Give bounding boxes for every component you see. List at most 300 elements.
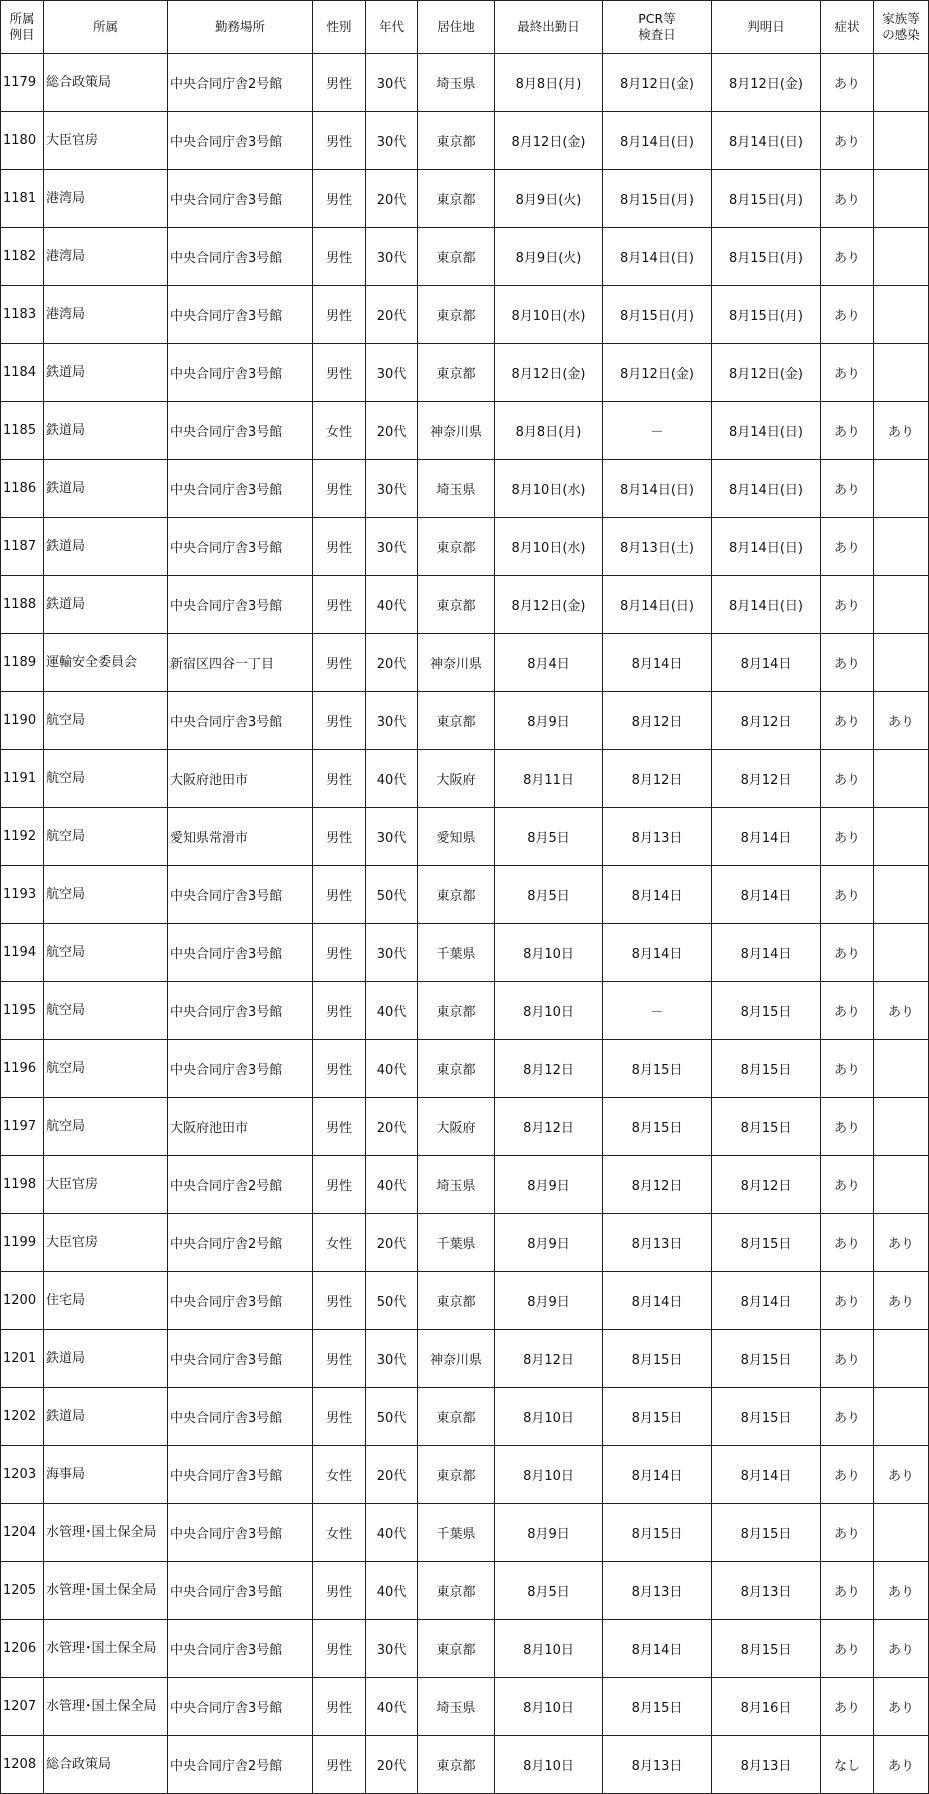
cell-family-infection [874, 170, 929, 228]
cell-workplace: 中央合同庁舎2号館 [168, 1214, 313, 1272]
table-row [1, 112, 929, 170]
cell-last-work-day: 8月5日 [495, 866, 603, 924]
cell-workplace: 中央合同庁舎3号館 [168, 924, 313, 982]
cell-age: 30代 [366, 1620, 418, 1678]
cell-residence: 東京都 [418, 286, 495, 344]
cell-department: 鉄道局 [44, 1388, 168, 1446]
cell-sex: 女性 [313, 402, 366, 460]
cell-age: 20代 [366, 1098, 418, 1156]
table-row [1, 1214, 929, 1272]
cell-residence: 埼玉県 [418, 460, 495, 518]
cell-sex: 男性 [313, 1388, 366, 1446]
cell-department: 水管理･国土保全局 [44, 1620, 168, 1678]
cell-residence: 東京都 [418, 1040, 495, 1098]
cell-case-number: 1189 [1, 634, 44, 692]
cell-age: 30代 [366, 460, 418, 518]
cell-last-work-day: 8月11日 [495, 750, 603, 808]
cell-sex: 男性 [313, 1736, 366, 1794]
cell-workplace: 中央合同庁舎2号館 [168, 1156, 313, 1214]
cell-family-infection [874, 460, 929, 518]
cell-case-number: 1202 [1, 1388, 44, 1446]
cell-symptom: あり [821, 1446, 874, 1504]
cell-pcr-test-date: 8月12日(金) [603, 344, 712, 402]
cell-age: 30代 [366, 54, 418, 112]
cell-case-number: 1199 [1, 1214, 44, 1272]
cell-sex: 男性 [313, 634, 366, 692]
cell-family-infection [874, 1504, 929, 1562]
cell-workplace: 愛知県常滑市 [168, 808, 313, 866]
cell-department: 港湾局 [44, 170, 168, 228]
cell-symptom: あり [821, 634, 874, 692]
cell-confirmed-date: 8月14日(日) [712, 112, 821, 170]
cell-residence: 東京都 [418, 1736, 495, 1794]
cell-pcr-test-date: 8月14日 [603, 1272, 712, 1330]
cell-department: 鉄道局 [44, 460, 168, 518]
cell-sex: 男性 [313, 576, 366, 634]
header-pcr-line2: 検査日 [638, 27, 676, 42]
cell-age: 30代 [366, 228, 418, 286]
cell-department: 鉄道局 [44, 402, 168, 460]
cell-case-number: 1201 [1, 1330, 44, 1388]
cell-age: 20代 [366, 634, 418, 692]
cell-confirmed-date: 8月14日(日) [712, 460, 821, 518]
cell-workplace: 中央合同庁舎3号館 [168, 1504, 313, 1562]
cell-pcr-test-date: 8月15日 [603, 1330, 712, 1388]
cell-sex: 男性 [313, 54, 366, 112]
cell-last-work-day: 8月8日(月) [495, 402, 603, 460]
header-row [1, 1, 929, 54]
cell-workplace: 中央合同庁舎3号館 [168, 112, 313, 170]
cell-last-work-day: 8月12日 [495, 1330, 603, 1388]
cell-department: 航空局 [44, 982, 168, 1040]
cell-workplace: 中央合同庁舎3号館 [168, 866, 313, 924]
cell-pcr-test-date: 8月12日 [603, 1156, 712, 1214]
cell-family-infection [874, 634, 929, 692]
table-row [1, 1678, 929, 1736]
cell-family-infection: あり [874, 1562, 929, 1620]
cell-department: 鉄道局 [44, 518, 168, 576]
cell-confirmed-date: 8月15日(月) [712, 228, 821, 286]
cell-family-infection [874, 1040, 929, 1098]
table-row [1, 1156, 929, 1214]
cell-confirmed-date: 8月15日 [712, 1620, 821, 1678]
cell-workplace: 中央合同庁舎3号館 [168, 1272, 313, 1330]
cell-sex: 男性 [313, 1330, 366, 1388]
cell-case-number: 1180 [1, 112, 44, 170]
cell-family-infection [874, 866, 929, 924]
cell-age: 20代 [366, 286, 418, 344]
cell-sex: 男性 [313, 1620, 366, 1678]
cell-confirmed-date: 8月15日 [712, 1330, 821, 1388]
cell-department: 大臣官房 [44, 1156, 168, 1214]
cell-workplace: 中央合同庁舎2号館 [168, 1736, 313, 1794]
cell-age: 40代 [366, 1562, 418, 1620]
cell-department: 住宅局 [44, 1272, 168, 1330]
cell-pcr-test-date: 8月14日 [603, 1446, 712, 1504]
cell-sex: 男性 [313, 170, 366, 228]
cell-pcr-test-date: 8月13日 [603, 808, 712, 866]
cell-family-infection [874, 228, 929, 286]
table-row [1, 518, 929, 576]
cell-residence: 埼玉県 [418, 1678, 495, 1736]
cell-sex: 男性 [313, 982, 366, 1040]
cell-symptom: あり [821, 1214, 874, 1272]
cell-sex: 女性 [313, 1446, 366, 1504]
cell-confirmed-date: 8月15日(月) [712, 286, 821, 344]
cell-pcr-test-date: 8月15日(月) [603, 170, 712, 228]
cell-age: 30代 [366, 808, 418, 866]
cell-confirmed-date: 8月14日(日) [712, 576, 821, 634]
cell-pcr-test-date: 8月13日 [603, 1214, 712, 1272]
cell-department: 鉄道局 [44, 344, 168, 402]
table-row [1, 1736, 929, 1794]
cell-last-work-day: 8月12日(金) [495, 576, 603, 634]
cell-case-number: 1187 [1, 518, 44, 576]
cell-department: 航空局 [44, 808, 168, 866]
cell-symptom: あり [821, 1388, 874, 1446]
cell-family-infection [874, 924, 929, 982]
cell-sex: 男性 [313, 750, 366, 808]
cell-symptom: あり [821, 170, 874, 228]
cell-case-number: 1185 [1, 402, 44, 460]
cell-age: 40代 [366, 1156, 418, 1214]
cell-last-work-day: 8月10日 [495, 1620, 603, 1678]
cell-age: 20代 [366, 170, 418, 228]
header-department: 所属 [44, 1, 168, 54]
cell-age: 30代 [366, 112, 418, 170]
cell-confirmed-date: 8月15日 [712, 1098, 821, 1156]
header-pcr-line1: PCR等 [638, 11, 676, 26]
cell-pcr-test-date: 8月15日 [603, 1040, 712, 1098]
cell-residence: 東京都 [418, 692, 495, 750]
cell-department: 海事局 [44, 1446, 168, 1504]
cell-pcr-test-date: 8月12日(金) [603, 54, 712, 112]
table-row [1, 634, 929, 692]
cell-last-work-day: 8月4日 [495, 634, 603, 692]
cell-age: 30代 [366, 924, 418, 982]
cell-workplace: 中央合同庁舎3号館 [168, 286, 313, 344]
cell-family-infection: あり [874, 1214, 929, 1272]
cell-sex: 男性 [313, 460, 366, 518]
cell-symptom: あり [821, 1098, 874, 1156]
cell-sex: 男性 [313, 1562, 366, 1620]
cell-family-infection [874, 1098, 929, 1156]
cell-case-number: 1184 [1, 344, 44, 402]
cell-residence: 大阪府 [418, 750, 495, 808]
header-symptom: 症状 [821, 1, 874, 54]
cell-confirmed-date: 8月15日 [712, 982, 821, 1040]
cell-case-number: 1188 [1, 576, 44, 634]
cell-sex: 男性 [313, 228, 366, 286]
table-row [1, 402, 929, 460]
cell-pcr-test-date: 8月14日 [603, 634, 712, 692]
cell-sex: 男性 [313, 808, 366, 866]
cell-age: 30代 [366, 518, 418, 576]
cell-workplace: 中央合同庁舎3号館 [168, 518, 313, 576]
cell-residence: 東京都 [418, 170, 495, 228]
cell-department: 総合政策局 [44, 1736, 168, 1794]
cell-department: 大臣官房 [44, 1214, 168, 1272]
cell-case-number: 1203 [1, 1446, 44, 1504]
cell-symptom: あり [821, 576, 874, 634]
cell-department: 航空局 [44, 750, 168, 808]
cell-confirmed-date: 8月13日 [712, 1562, 821, 1620]
cell-confirmed-date: 8月14日 [712, 1446, 821, 1504]
cell-last-work-day: 8月9日 [495, 692, 603, 750]
cell-case-number: 1192 [1, 808, 44, 866]
cell-family-infection [874, 112, 929, 170]
cell-workplace: 中央合同庁舎3号館 [168, 576, 313, 634]
cell-sex: 女性 [313, 1504, 366, 1562]
cell-residence: 埼玉県 [418, 54, 495, 112]
cell-last-work-day: 8月12日(金) [495, 112, 603, 170]
cell-residence: 千葉県 [418, 924, 495, 982]
cell-case-number: 1205 [1, 1562, 44, 1620]
cell-workplace: 中央合同庁舎3号館 [168, 1678, 313, 1736]
cell-case-number: 1182 [1, 228, 44, 286]
cell-symptom: あり [821, 1620, 874, 1678]
cell-symptom: あり [821, 866, 874, 924]
cell-symptom: あり [821, 286, 874, 344]
cell-symptom: なし [821, 1736, 874, 1794]
cell-sex: 男性 [313, 286, 366, 344]
cell-case-number: 1190 [1, 692, 44, 750]
cell-residence: 東京都 [418, 1620, 495, 1678]
cell-sex: 男性 [313, 866, 366, 924]
cell-residence: 東京都 [418, 1272, 495, 1330]
cell-case-number: 1193 [1, 866, 44, 924]
header-last-work-day: 最終出勤日 [495, 1, 603, 54]
cell-sex: 男性 [313, 1678, 366, 1736]
cell-pcr-test-date: 8月14日(日) [603, 460, 712, 518]
cell-symptom: あり [821, 808, 874, 866]
cell-pcr-test-date: 8月13日 [603, 1562, 712, 1620]
cell-symptom: あり [821, 1156, 874, 1214]
cell-symptom: あり [821, 924, 874, 982]
cell-residence: 埼玉県 [418, 1156, 495, 1214]
cell-case-number: 1179 [1, 54, 44, 112]
cell-family-infection [874, 518, 929, 576]
table-row [1, 344, 929, 402]
cell-age: 50代 [366, 1388, 418, 1446]
cell-workplace: 中央合同庁舎3号館 [168, 1620, 313, 1678]
cell-confirmed-date: 8月12日(金) [712, 54, 821, 112]
cell-age: 30代 [366, 1330, 418, 1388]
cell-sex: 男性 [313, 112, 366, 170]
cell-symptom: あり [821, 1678, 874, 1736]
cell-confirmed-date: 8月14日 [712, 808, 821, 866]
table-body [1, 54, 929, 1794]
cell-family-infection [874, 1388, 929, 1446]
cell-symptom: あり [821, 1504, 874, 1562]
cell-last-work-day: 8月12日 [495, 1040, 603, 1098]
cell-age: 30代 [366, 692, 418, 750]
cell-pcr-test-date: 8月13日(土) [603, 518, 712, 576]
cell-confirmed-date: 8月15日(月) [712, 170, 821, 228]
table-row [1, 1272, 929, 1330]
cell-confirmed-date: 8月14日(日) [712, 402, 821, 460]
header-family-line2: の感染 [882, 27, 920, 42]
cell-symptom: あり [821, 1562, 874, 1620]
cell-residence: 東京都 [418, 344, 495, 402]
cell-residence: 神奈川県 [418, 402, 495, 460]
table-row [1, 1620, 929, 1678]
cell-family-infection [874, 576, 929, 634]
cell-family-infection: あり [874, 402, 929, 460]
cell-sex: 男性 [313, 1156, 366, 1214]
cell-confirmed-date: 8月12日 [712, 750, 821, 808]
header-case-number [1, 1, 44, 54]
cell-confirmed-date: 8月15日 [712, 1504, 821, 1562]
cell-residence: 大阪府 [418, 1098, 495, 1156]
cell-pcr-test-date: 8月15日 [603, 1388, 712, 1446]
cell-sex: 男性 [313, 518, 366, 576]
cell-last-work-day: 8月9日(火) [495, 228, 603, 286]
table-row [1, 1562, 929, 1620]
cell-family-infection: あり [874, 1736, 929, 1794]
cell-last-work-day: 8月12日(金) [495, 344, 603, 402]
header-case-number-line1: 所属 [9, 11, 35, 26]
cell-symptom: あり [821, 1330, 874, 1388]
cell-last-work-day: 8月9日 [495, 1272, 603, 1330]
cell-case-number: 1186 [1, 460, 44, 518]
cell-residence: 神奈川県 [418, 1330, 495, 1388]
cell-workplace: 中央合同庁舎3号館 [168, 170, 313, 228]
cell-last-work-day: 8月10日 [495, 982, 603, 1040]
cell-age: 30代 [366, 344, 418, 402]
cell-department: 鉄道局 [44, 576, 168, 634]
cell-department: 大臣官房 [44, 112, 168, 170]
header-sex: 性別 [313, 1, 366, 54]
cell-workplace: 中央合同庁舎3号館 [168, 692, 313, 750]
cell-family-infection [874, 286, 929, 344]
cell-confirmed-date: 8月16日 [712, 1678, 821, 1736]
cell-workplace: 中央合同庁舎3号館 [168, 1330, 313, 1388]
table-row [1, 1040, 929, 1098]
cell-symptom: あり [821, 402, 874, 460]
cell-confirmed-date: 8月14日 [712, 924, 821, 982]
cell-pcr-test-date: 8月15日 [603, 1098, 712, 1156]
cell-workplace: 中央合同庁舎3号館 [168, 1562, 313, 1620]
cell-pcr-test-date: － [603, 982, 712, 1040]
cell-confirmed-date: 8月12日 [712, 692, 821, 750]
cell-residence: 東京都 [418, 228, 495, 286]
cell-last-work-day: 8月9日 [495, 1156, 603, 1214]
cell-residence: 東京都 [418, 112, 495, 170]
cell-sex: 男性 [313, 344, 366, 402]
table-row [1, 170, 929, 228]
cell-workplace: 新宿区四谷一丁目 [168, 634, 313, 692]
cell-workplace: 中央合同庁舎3号館 [168, 982, 313, 1040]
cell-case-number: 1194 [1, 924, 44, 982]
cell-symptom: あり [821, 750, 874, 808]
cell-symptom: あり [821, 518, 874, 576]
table-row [1, 576, 929, 634]
cell-age: 50代 [366, 866, 418, 924]
cell-confirmed-date: 8月15日 [712, 1040, 821, 1098]
cell-case-number: 1204 [1, 1504, 44, 1562]
cell-age: 40代 [366, 1678, 418, 1736]
cell-case-number: 1207 [1, 1678, 44, 1736]
cell-confirmed-date: 8月14日 [712, 634, 821, 692]
cell-department: 航空局 [44, 866, 168, 924]
table-row [1, 1388, 929, 1446]
cell-age: 20代 [366, 1736, 418, 1794]
cell-case-number: 1195 [1, 982, 44, 1040]
cell-residence: 愛知県 [418, 808, 495, 866]
header-family-line1: 家族等 [882, 11, 920, 26]
cell-pcr-test-date: － [603, 402, 712, 460]
cell-last-work-day: 8月10日 [495, 1678, 603, 1736]
cell-workplace: 中央合同庁舎3号館 [168, 402, 313, 460]
cell-department: 水管理･国土保全局 [44, 1678, 168, 1736]
header-pcr-test-date [603, 1, 712, 54]
cell-last-work-day: 8月9日(火) [495, 170, 603, 228]
cell-family-infection: あり [874, 1620, 929, 1678]
cell-pcr-test-date: 8月14日 [603, 924, 712, 982]
cell-workplace: 大阪府池田市 [168, 750, 313, 808]
cell-workplace: 中央合同庁舎3号館 [168, 228, 313, 286]
cell-confirmed-date: 8月12日(金) [712, 344, 821, 402]
cell-confirmed-date: 8月12日 [712, 1156, 821, 1214]
cell-workplace: 中央合同庁舎3号館 [168, 1388, 313, 1446]
cell-family-infection: あり [874, 1678, 929, 1736]
table-row [1, 1098, 929, 1156]
cell-last-work-day: 8月10日 [495, 1736, 603, 1794]
cell-pcr-test-date: 8月14日 [603, 1620, 712, 1678]
cell-family-infection: あり [874, 1446, 929, 1504]
cell-pcr-test-date: 8月15日(月) [603, 286, 712, 344]
header-case-number-line2: 例目 [9, 27, 35, 42]
cell-residence: 神奈川県 [418, 634, 495, 692]
cell-workplace: 中央合同庁舎3号館 [168, 1446, 313, 1504]
cell-sex: 男性 [313, 1040, 366, 1098]
cell-pcr-test-date: 8月13日 [603, 1736, 712, 1794]
cell-department: 港湾局 [44, 286, 168, 344]
cell-symptom: あり [821, 692, 874, 750]
table-row [1, 286, 929, 344]
cell-symptom: あり [821, 460, 874, 518]
cell-last-work-day: 8月10日 [495, 924, 603, 982]
cell-workplace: 大阪府池田市 [168, 1098, 313, 1156]
cell-workplace: 中央合同庁舎3号館 [168, 344, 313, 402]
cell-case-number: 1197 [1, 1098, 44, 1156]
header-workplace: 勤務場所 [168, 1, 313, 54]
cell-confirmed-date: 8月13日 [712, 1736, 821, 1794]
cell-department: 航空局 [44, 924, 168, 982]
cell-department: 水管理･国土保全局 [44, 1562, 168, 1620]
cell-age: 20代 [366, 1446, 418, 1504]
cell-last-work-day: 8月9日 [495, 1504, 603, 1562]
cell-workplace: 中央合同庁舎3号館 [168, 460, 313, 518]
table-row [1, 228, 929, 286]
cell-last-work-day: 8月5日 [495, 1562, 603, 1620]
header-family-infection [874, 1, 929, 54]
cell-pcr-test-date: 8月12日 [603, 692, 712, 750]
cell-family-infection: あり [874, 1272, 929, 1330]
cell-sex: 男性 [313, 1272, 366, 1330]
cell-symptom: あり [821, 1272, 874, 1330]
table-row [1, 1330, 929, 1388]
cell-department: 水管理･国土保全局 [44, 1504, 168, 1562]
cell-last-work-day: 8月10日 [495, 1388, 603, 1446]
cell-residence: 東京都 [418, 518, 495, 576]
cell-pcr-test-date: 8月15日 [603, 1678, 712, 1736]
cell-residence: 千葉県 [418, 1214, 495, 1272]
cell-residence: 東京都 [418, 1388, 495, 1446]
cell-residence: 東京都 [418, 1562, 495, 1620]
cell-pcr-test-date: 8月14日(日) [603, 576, 712, 634]
